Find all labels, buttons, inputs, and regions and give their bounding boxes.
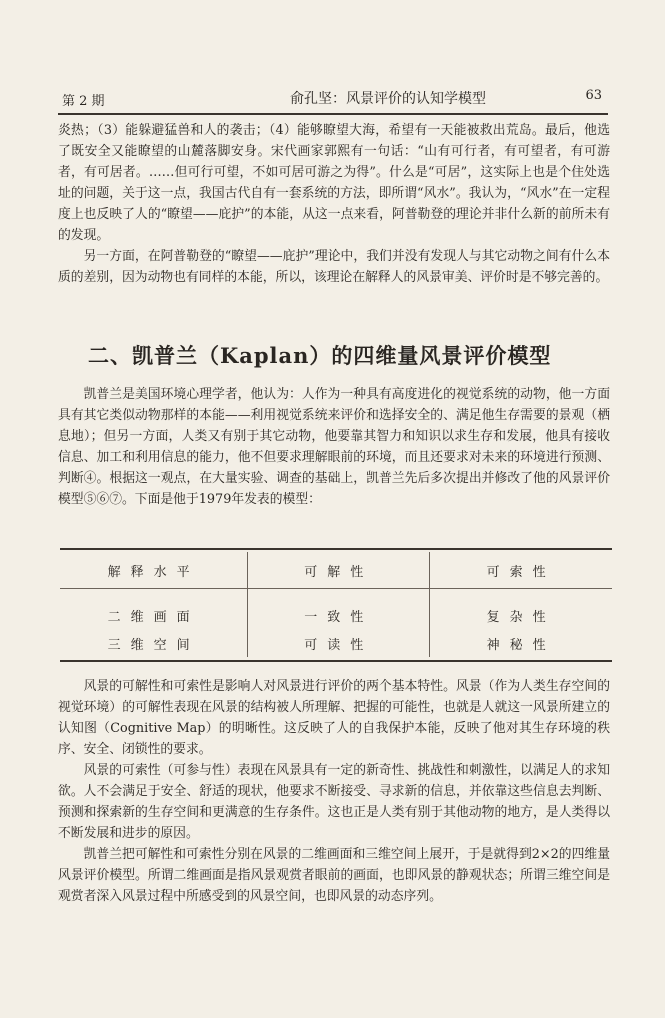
section-heading: 二、凯普兰（Kaplan）的四维量风景评价模型 — [88, 343, 552, 368]
model-table — [60, 552, 612, 657]
table-row — [60, 629, 612, 657]
table-header-cell: 可索性 — [430, 552, 612, 589]
table-cell: 一致性 — [248, 601, 430, 629]
page-number: 63 — [585, 88, 602, 103]
paragraph: 炎热；（3）能躲避猛兽和人的袭击；（4）能够瞭望大海，希望有一天能被救出荒岛。最后，他选了既安全又能瞭望的山麓落脚安身。宋代画家郭熙有一句话：“山有可行者，有可望者，有可游者，有可居者。……但可行可望，不如可居可游之为得”。什么是“可居”，这实际上也是个住处选址的问题，关于这一点，我国古代自有一套系统的方法，即所谓“风水”。我认为，“风水”在一定程度上也反映了人的“瞭望——庇护”的本能，从这一点来看，阿普勒登的理论并非什么新的前所未有的发现。 — [58, 123, 610, 243]
running-title: 俞孔坚：风景评价的认知学模型 — [290, 91, 486, 107]
table-header-cell: 可解性 — [248, 552, 430, 589]
table-bottom-rule — [60, 660, 612, 662]
page-header — [62, 88, 602, 110]
issue-label: 第 2 期 — [62, 94, 105, 109]
paragraph: 风景的可解性和可索性是影响人对风景进行评价的两个基本特性。风景（作为人类生存空间的视觉环境）的可解性表现在风景的结构被人所理解、把握的可能性，也就是人就这一风景所建立的认知图（Cognitive Map）的明晰性。这反映了人的自我保护本能，反映了他对其生存环境的秩序、安全、闭锁性的要求。 — [58, 679, 610, 757]
table-cell: 复杂性 — [430, 601, 612, 629]
paragraph: 凯普兰把可解性和可索性分别在风景的二维画面和三维空间上展开，于是就得到2×2的四维量风景评价模型。所谓二维画面是指风景观赏者眼前的画面，也即风景的静观状态；所谓三维空间是观赏者深入风景过程中所感受到的风景空间，也即风景的动态序列。 — [58, 847, 610, 904]
table-row — [60, 601, 612, 629]
table-top-rule — [60, 548, 612, 550]
text-block-intro — [58, 384, 610, 510]
table-cell: 二维画面 — [107, 609, 200, 625]
table-cell: 可读性 — [248, 629, 430, 657]
text-block-bottom — [58, 676, 610, 907]
paragraph: 另一方面，在阿普勒登的“瞭望——庇护”理论中，我们并没有发现人与其它动物之间有什么本质的差别，因为动物也有同样的本能，所以，该理论在解释人的风景审美、评价时是不够完善的。 — [58, 249, 610, 285]
paragraph: 凯普兰是美国环境心理学者，他认为：人作为一种具有高度进化的视觉系统的动物，他一方面具有其它类似动物那样的本能——利用视觉系统来评价和选择安全的、满足他生存需要的景观（栖息地）；但另一方面，人类又有别于其它动物，他要靠其智力和知识以求生存和发展，他具有接收信息、加工和利用信息的能力，他不但要求理解眼前的环境，而且还要求对未来的环境进行预测、判断④。根据这一观点，在大量实验、调查的基础上，凯普兰先后多次提出并修改了他的风景评价模型⑤⑥⑦。下面是他于1979年发表的模型： — [58, 387, 610, 507]
paragraph: 风景的可索性（可参与性）表现在风景具有一定的新奇性、挑战性和刺激性，以满足人的求知欲。人不会满足于安全、舒适的现状，他要求不断接受、寻求新的信息，并依靠这些信息去判断、预测和探索新的生存空间和更满意的生存条件。这也正是人类有别于其他动物的地方，是人类得以不断发展和进步的原因。 — [58, 763, 610, 841]
table-header-row — [60, 552, 612, 589]
table-cell: 神秘性 — [430, 629, 612, 657]
table-header-cell: 解释水平 — [60, 552, 248, 589]
table-cell: 三维空间 — [107, 637, 200, 653]
text-block-top — [58, 120, 610, 288]
header-rule — [58, 113, 608, 115]
